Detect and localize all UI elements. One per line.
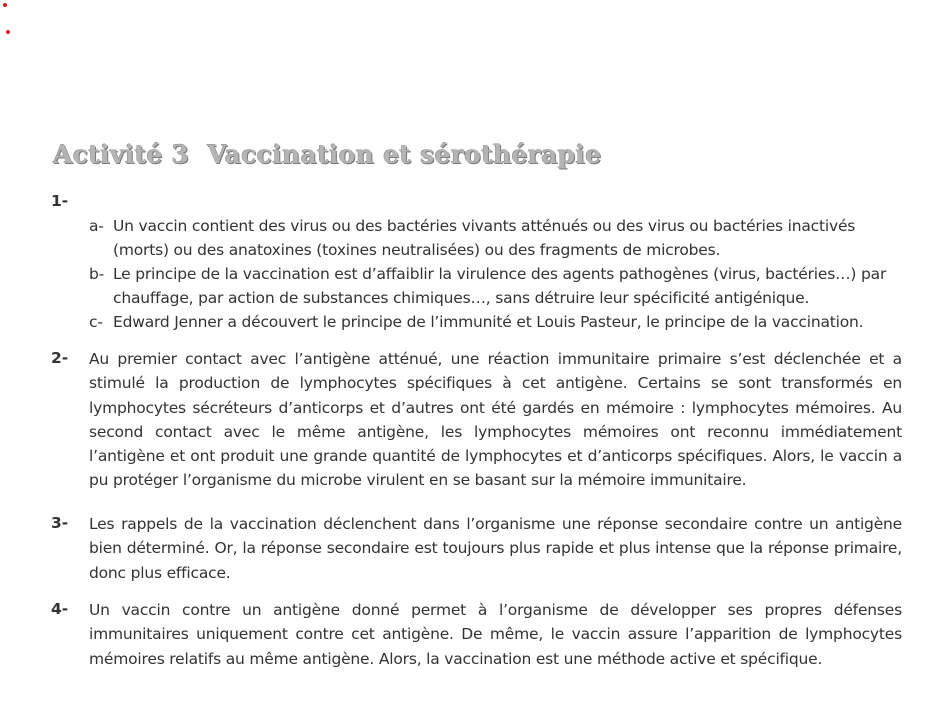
list-item	[89, 214, 902, 263]
section-paragraph: Au premier contact avec l’antigène atténué, une réaction immunitaire primaire s’est déclenchée et a stimulé la production de lymphocytes spécifiques à cet antigène. Certains se sont transformés en lymphocytes sécréteurs d’anticorps et d’autres ont été gardés en mémoire : lymphocytes mémoires. Au second contact avec le même antigène, les lymphocytes mémoires ont reconnu immédiatement l’antigène et ont produit une grande quantité de lymphocytes et d’anticorps spécifiques. Alors, le vaccin a pu protéger l’organisme du microbe virulent en se basant sur la mémoire immunitaire.	[89, 350, 902, 490]
activity-heading: Vaccination et sérothérapie	[207, 140, 602, 169]
section-number: 3-	[51, 514, 69, 532]
section-number: 2-	[51, 349, 69, 367]
item-text: Le principe de la vaccination est d’affaiblir la virulence des agents pathogènes (virus, bactéries…) par chauffage, par action de substances chimiques…, sans détruire leur spécificité antigénique.	[113, 265, 887, 308]
activity-title	[53, 140, 601, 169]
section-paragraph: Un vaccin contre un antigène donné permet à l’organisme de développer ses propres défenses immunitaires uniquement contre cet antigène. De même, le vaccin assure l’apparition de lymphocytes mémoires relatifs au même antigène. Alors, la vaccination est une méthode active et spécifique.	[89, 601, 902, 668]
item-label: c-	[89, 313, 103, 331]
red-dot-marker	[3, 3, 7, 7]
item-label: b-	[89, 265, 105, 283]
section-paragraph: Les rappels de la vaccination déclenchent dans l’organisme une réponse secondaire contre un antigène bien déterminé. Or, la réponse secondaire est toujours plus rapide et plus intense que la réponse primaire, donc plus efficace.	[89, 515, 902, 582]
activity-label: Activité 3	[53, 140, 190, 169]
section-number: 1-	[51, 192, 69, 210]
red-dot-marker	[6, 30, 10, 34]
list-item	[89, 262, 902, 311]
item-text: Un vaccin contient des virus ou des bactéries vivants atténués ou des virus ou bactéries inactivés (morts) ou des anatoxines (toxines neutralisées) ou des fragments de microbes.	[113, 217, 856, 260]
section-number: 4-	[51, 600, 69, 618]
item-text: Edward Jenner a découvert le principe de l’immunité et Louis Pasteur, le principe de la vaccination.	[113, 313, 864, 331]
list-item	[89, 310, 902, 334]
item-label: a-	[89, 217, 104, 235]
